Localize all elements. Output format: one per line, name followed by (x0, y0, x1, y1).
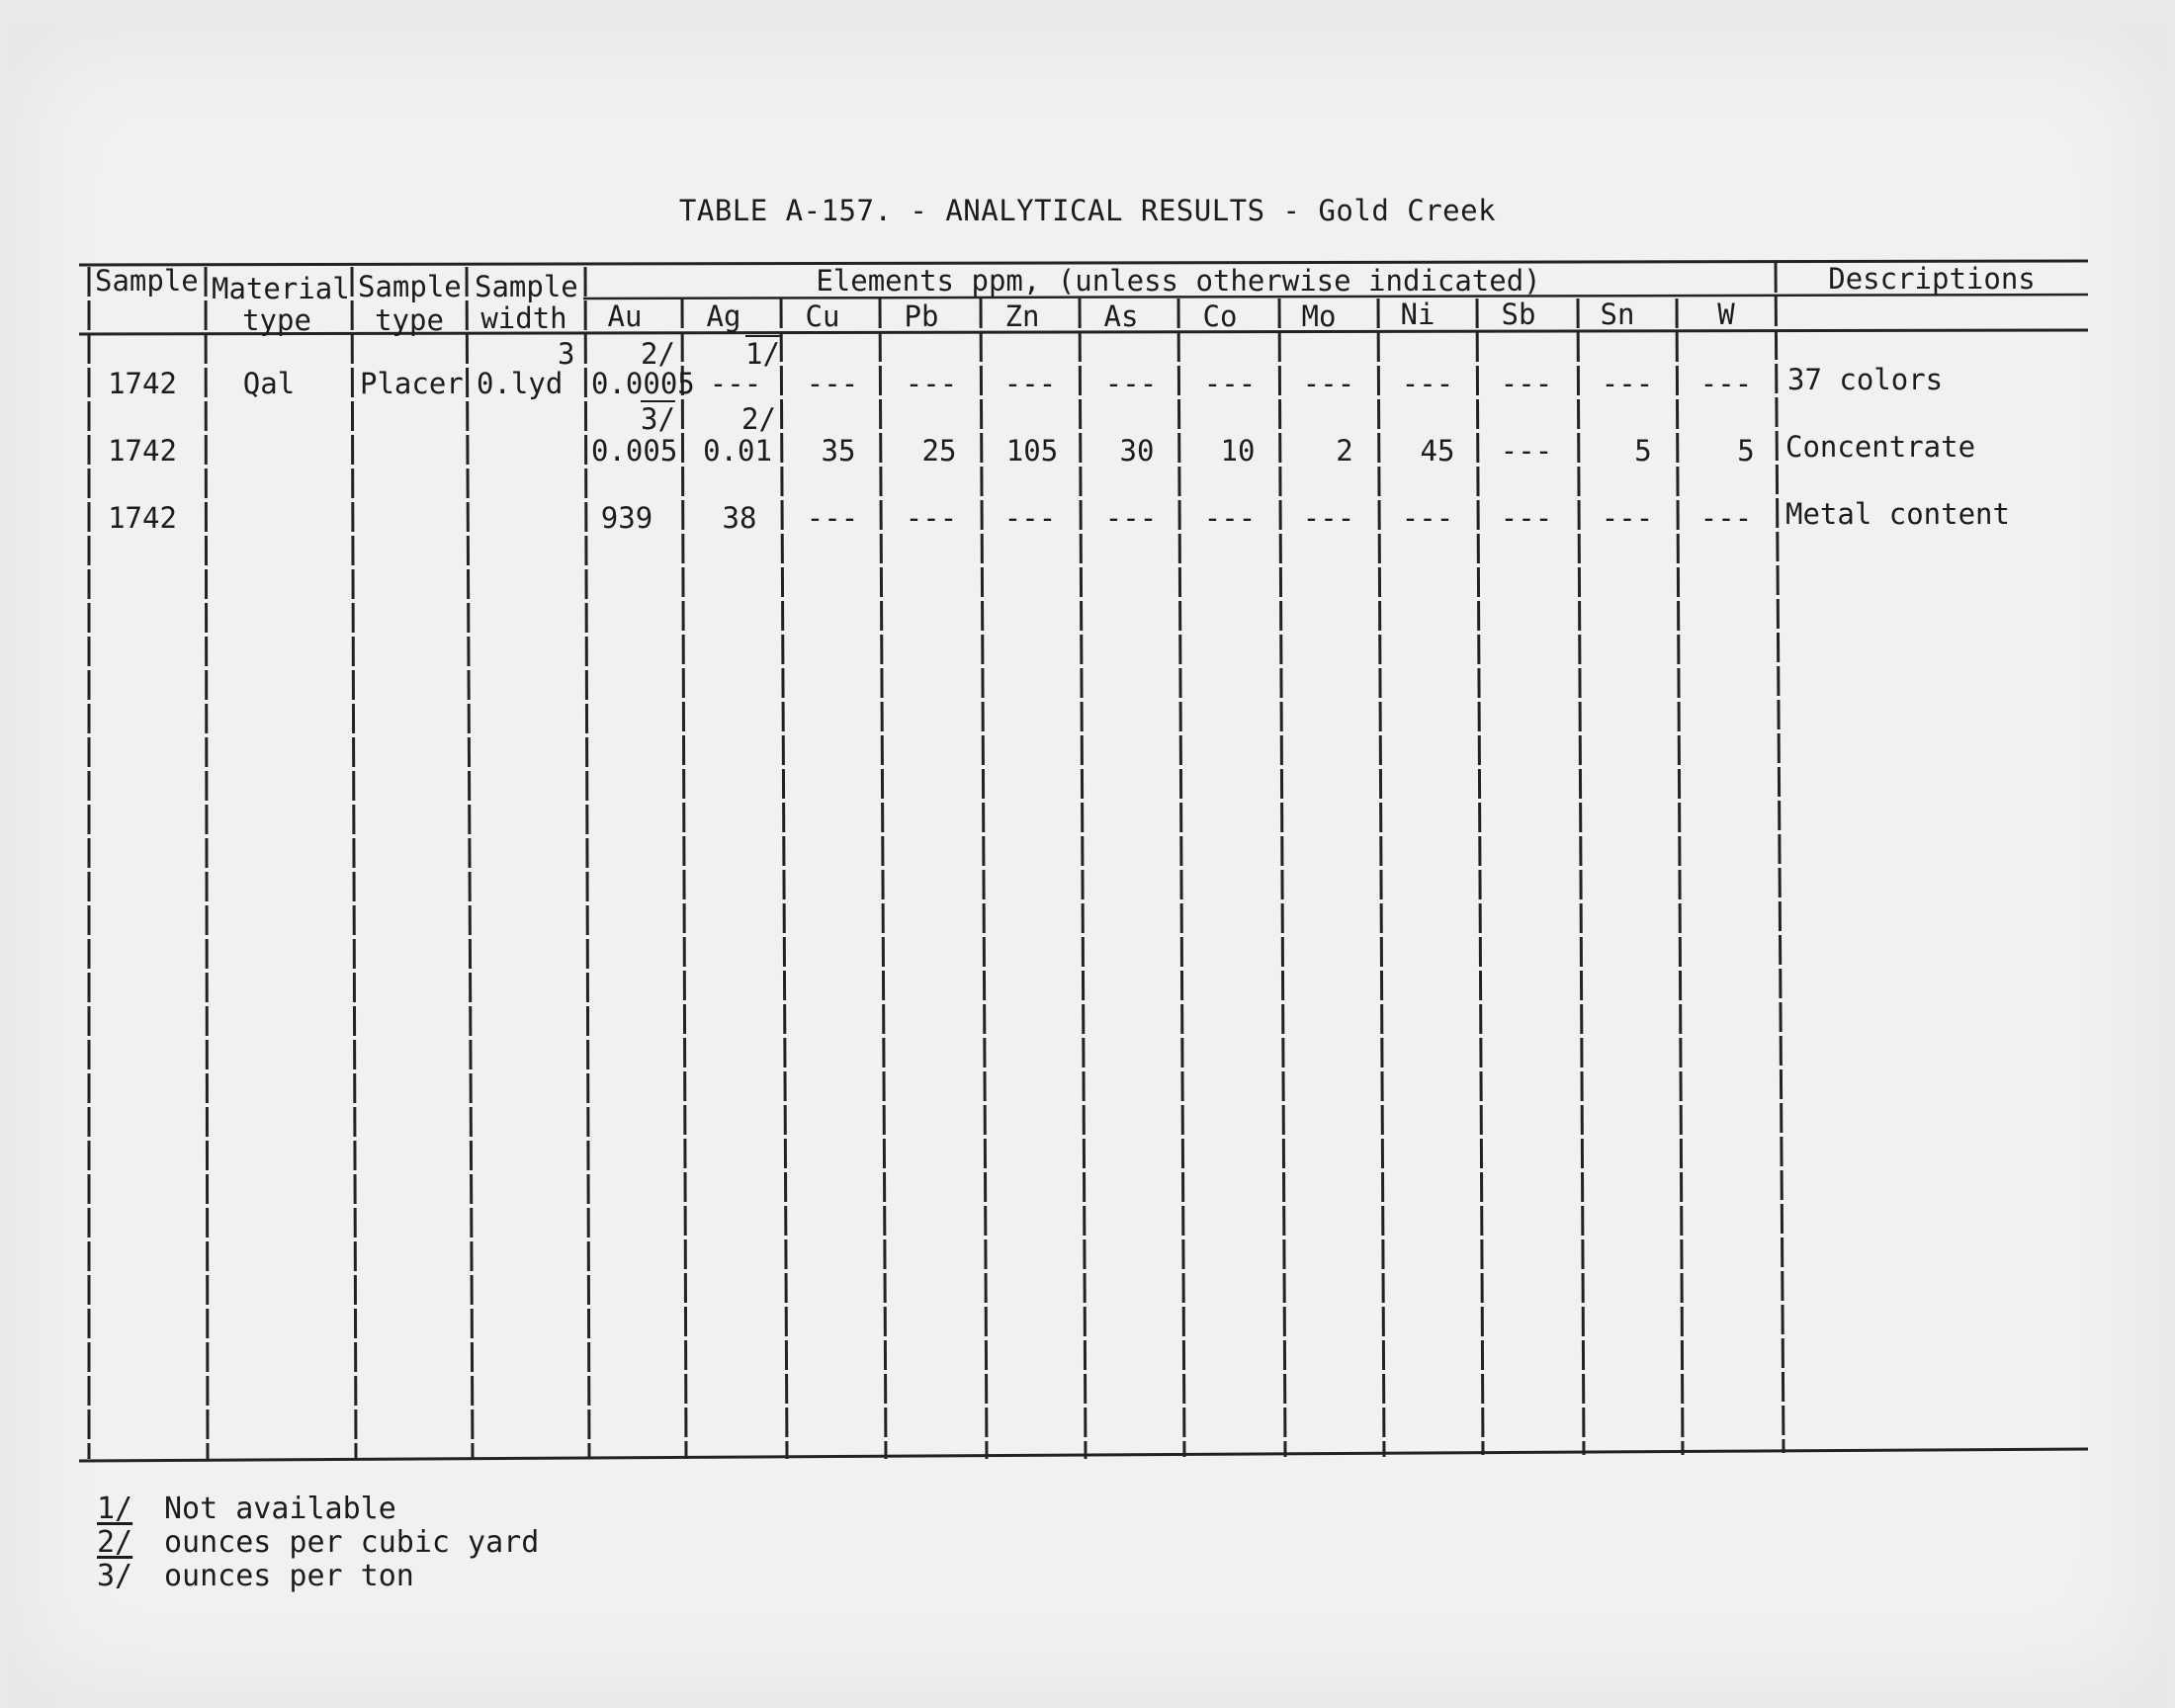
footnote-3-number: 3/ (97, 1559, 133, 1593)
header-element-co: Co (1202, 299, 1238, 333)
footnote-3-text: ounces per ton (164, 1559, 414, 1593)
header-element-ag: Ag (706, 299, 741, 333)
row3-description: Metal content (1785, 497, 2010, 531)
row1-sample: 1742 (108, 367, 177, 400)
header-sample-type-2: type (375, 303, 444, 337)
row3-sb: --- (1500, 501, 1553, 535)
row1-sample-width: 0.lyd (477, 367, 564, 400)
row1-as: --- (1104, 367, 1158, 400)
row2-ag: 0.01 (703, 434, 772, 468)
row2-zn: 105 (1005, 434, 1059, 468)
au-footnote-ref: 2/ (641, 337, 675, 371)
row2-pb: 25 (921, 434, 957, 468)
row1-au: 0.0005 (591, 367, 695, 400)
header-element-mo: Mo (1301, 299, 1337, 333)
row2-w: 5 (1737, 434, 1755, 468)
row1-sb: --- (1500, 367, 1553, 400)
row1-material-type: Qal (242, 367, 296, 400)
row2-co: 10 (1220, 434, 1256, 468)
au-footnote-ref-2: 3/ (641, 402, 675, 436)
row2-as: 30 (1119, 434, 1155, 468)
header-element-zn: Zn (1004, 299, 1040, 333)
table-bottom-rule (79, 1449, 2088, 1461)
header-element-ni: Ni (1400, 298, 1436, 331)
width-superscript: 3 (558, 337, 575, 371)
row3-sample: 1742 (108, 501, 177, 535)
row1-co: --- (1203, 367, 1257, 400)
row1-pb: --- (905, 367, 958, 400)
row1-mo: --- (1302, 367, 1355, 400)
footnote-2-number: 2/ (97, 1525, 133, 1560)
footnote-2-text: ounces per cubic yard (164, 1525, 540, 1560)
row3-co: --- (1203, 501, 1257, 535)
header-sample: Sample (95, 264, 199, 298)
footnote-2 (97, 1525, 540, 1560)
header-element-cu: Cu (805, 299, 840, 333)
header-material: Material (212, 272, 350, 305)
row3-au: 939 (600, 501, 653, 535)
row3-cu: --- (806, 501, 859, 535)
row3-ag: 38 (722, 501, 757, 535)
row2-sn: 5 (1634, 434, 1652, 468)
row1-zn: --- (1003, 367, 1057, 400)
header-sample-width: Sample (475, 270, 578, 303)
row2-mo: 2 (1336, 434, 1353, 468)
row3-ni: --- (1401, 501, 1454, 535)
row1-sn: --- (1601, 367, 1654, 400)
row2-ni: 45 (1420, 434, 1455, 468)
row2-description: Concentrate (1785, 430, 1976, 464)
header-material-type: type (242, 303, 311, 337)
row1-cu: --- (806, 367, 859, 400)
header-elements-group: Elements ppm, (unless otherwise indicated) (816, 264, 1541, 298)
header-element-pb: Pb (904, 299, 939, 333)
footnote-1-text: Not available (164, 1492, 396, 1526)
row3-as: --- (1104, 501, 1158, 535)
row2-cu: 35 (821, 434, 856, 468)
row1-ag: --- (709, 367, 762, 400)
footnote-1-number: 1/ (97, 1492, 133, 1526)
ag-footnote-ref: 1/ (745, 337, 780, 371)
footnote-1 (97, 1494, 396, 1524)
row1-description: 37 colors (1787, 363, 1944, 396)
header-sample-width-2: width (480, 301, 567, 335)
row2-sample: 1742 (108, 434, 177, 468)
row2-au: 0.005 (591, 434, 678, 468)
table-title: TABLE A-157. - ANALYTICAL RESULTS - Gold Creek (678, 194, 1497, 227)
ag-footnote-ref-2: 2/ (741, 402, 776, 436)
header-descriptions: Descriptions (1828, 262, 2036, 296)
header-element-w: W (1717, 298, 1735, 331)
row1-sample-type: Placer (360, 367, 464, 400)
row3-sn: --- (1601, 501, 1654, 535)
header-element-sn: Sn (1600, 298, 1635, 331)
header-element-as: As (1103, 299, 1139, 333)
footnote-3 (97, 1559, 414, 1593)
row3-w: --- (1699, 501, 1753, 535)
row3-pb: --- (905, 501, 958, 535)
header-element-au: Au (607, 299, 643, 333)
header-element-sb: Sb (1501, 298, 1536, 331)
row1-ni: --- (1401, 367, 1454, 400)
header-sample-type: Sample (358, 270, 462, 303)
row3-mo: --- (1302, 501, 1355, 535)
row1-w: --- (1699, 367, 1753, 400)
row3-zn: --- (1003, 501, 1057, 535)
row2-sb: --- (1500, 434, 1553, 468)
